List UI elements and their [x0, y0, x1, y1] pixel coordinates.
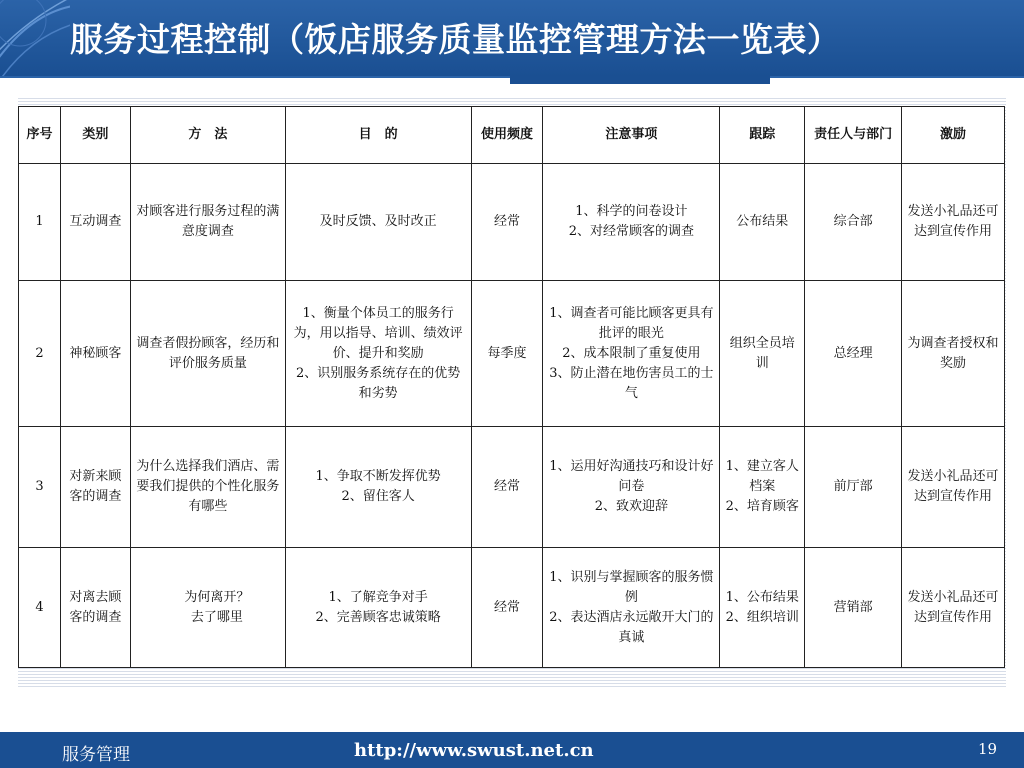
cell-incentive: 发送小礼品还可达到宣传作用 — [902, 548, 1005, 668]
header-category: 类别 — [60, 107, 130, 164]
header-method: 方 法 — [130, 107, 285, 164]
cell-no: 1 — [19, 164, 61, 281]
cell-owner: 营销部 — [805, 548, 902, 668]
header-no: 序号 — [19, 107, 61, 164]
table-row — [19, 164, 1005, 281]
header-notes: 注意事项 — [543, 107, 720, 164]
cell-incentive: 为调查者授权和奖励 — [902, 281, 1005, 427]
cell-purpose: 及时反馈、及时改正 — [285, 164, 471, 281]
header-incentive: 激励 — [902, 107, 1005, 164]
cell-method: 为何离开？ 去了哪里 — [130, 548, 285, 668]
cell-method: 对顾客进行服务过程的满意度调查 — [130, 164, 285, 281]
cell-no: 4 — [19, 548, 61, 668]
cell-no: 3 — [19, 427, 61, 548]
table-row — [19, 427, 1005, 548]
cell-method: 为什么选择我们酒店、需要我们提供的个性化服务有哪些 — [130, 427, 285, 548]
cell-tracking: 公布结果 — [720, 164, 805, 281]
cell-tracking: 1、建立客人档案 2、培育顾客 — [720, 427, 805, 548]
cell-notes: 1、科学的问卷设计 2、对经常顾客的调查 — [543, 164, 720, 281]
cell-tracking: 组织全员培训 — [720, 281, 805, 427]
cell-method: 调查者假扮顾客，经历和评价服务质量 — [130, 281, 285, 427]
cell-purpose: 1、衡量个体员工的服务行为，用以指导、培训、绩效评价、提升和奖励 2、识别服务系统存在的优势和劣势 — [285, 281, 471, 427]
table-row — [19, 548, 1005, 668]
cell-owner: 前厅部 — [805, 427, 902, 548]
slide-footer — [0, 732, 1024, 768]
table-header-row — [19, 107, 1005, 164]
decorative-swirl-icon — [0, 0, 70, 76]
footer-url[interactable]: http://www.swust.net.cn — [354, 740, 594, 761]
cell-purpose: 1、了解竞争对手 2、完善顾客忠诚策略 — [285, 548, 471, 668]
cell-notes: 1、调查者可能比顾客更具有批评的眼光 2、成本限制了重复使用 3、防止潜在地伤害员工的士气 — [543, 281, 720, 427]
cell-notes: 1、运用好沟通技巧和设计好问卷 2、致欢迎辞 — [543, 427, 720, 548]
cell-frequency: 每季度 — [471, 281, 543, 427]
header-tracking: 跟踪 — [720, 107, 805, 164]
header-divider — [0, 76, 1024, 86]
cell-category: 神秘顾客 — [60, 281, 130, 427]
cell-frequency: 经常 — [471, 164, 543, 281]
cell-category: 对离去顾客的调查 — [60, 548, 130, 668]
slide-header — [0, 0, 1024, 76]
page-number: 19 — [978, 740, 998, 758]
monitoring-methods-table — [18, 106, 1005, 668]
cell-incentive: 发送小礼品还可达到宣传作用 — [902, 164, 1005, 281]
cell-owner: 总经理 — [805, 281, 902, 427]
cell-purpose: 1、争取不断发挥优势 2、留住客人 — [285, 427, 471, 548]
cell-frequency: 经常 — [471, 427, 543, 548]
cell-incentive: 发送小礼品还可达到宣传作用 — [902, 427, 1005, 548]
slide-title: 服务过程控制（饭店服务质量监控管理方法一览表） — [70, 20, 841, 59]
cell-owner: 综合部 — [805, 164, 902, 281]
cell-category: 互动调查 — [60, 164, 130, 281]
header-purpose: 目 的 — [285, 107, 471, 164]
cell-tracking: 1、公布结果 2、组织培训 — [720, 548, 805, 668]
cell-category: 对新来顾客的调查 — [60, 427, 130, 548]
table-row — [19, 281, 1005, 427]
header-frequency: 使用频度 — [471, 107, 543, 164]
cell-notes: 1、识别与掌握顾客的服务惯例 2、表达酒店永远敞开大门的真诚 — [543, 548, 720, 668]
cell-no: 2 — [19, 281, 61, 427]
header-owner: 责任人与部门 — [805, 107, 902, 164]
cell-frequency: 经常 — [471, 548, 543, 668]
footer-course-name: 服务管理 — [62, 745, 130, 765]
